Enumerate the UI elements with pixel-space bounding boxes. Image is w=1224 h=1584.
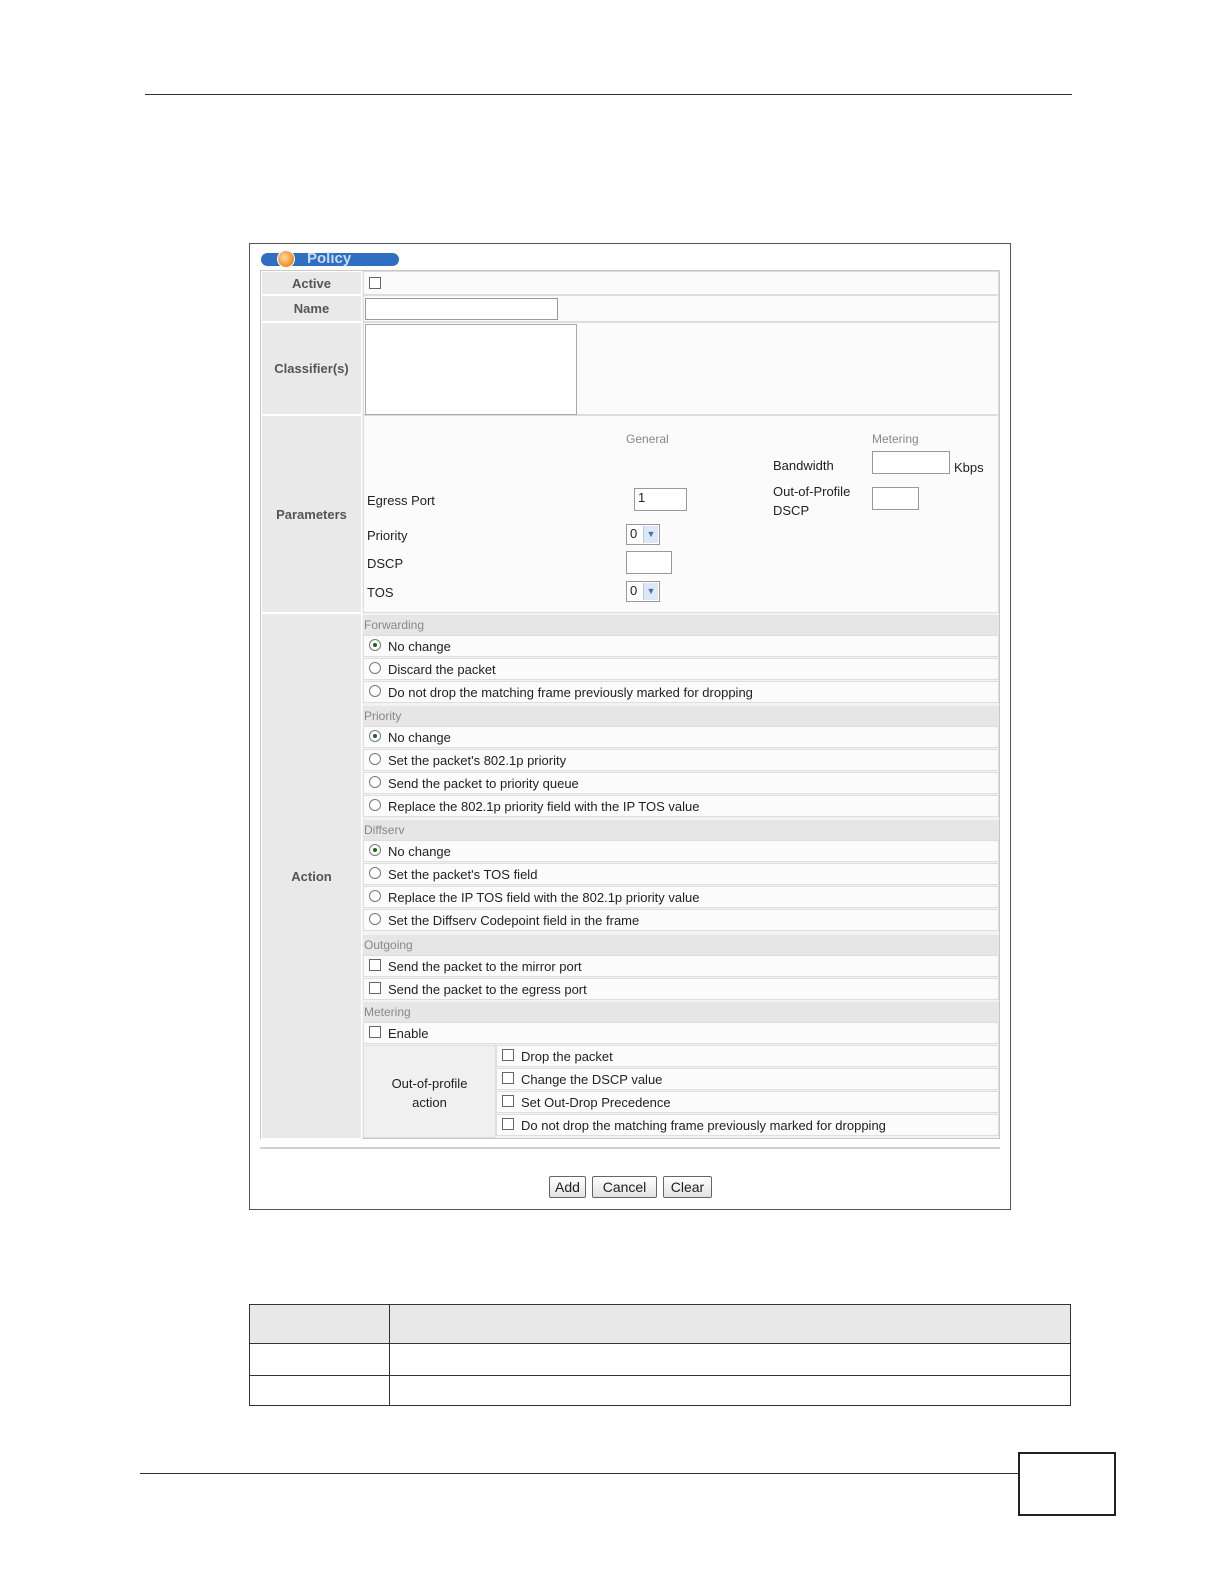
out-of-profile-dscp-label-2: DSCP	[773, 503, 810, 518]
table-row-divider	[250, 1375, 1070, 1376]
add-button[interactable]: Add	[549, 1176, 586, 1198]
radio-button[interactable]	[369, 913, 381, 925]
option-label: Send the packet to priority queue	[388, 776, 579, 791]
chevron-down-icon: ▼	[643, 526, 658, 543]
table-header-row	[250, 1305, 1070, 1344]
tos-select-value: 0	[630, 583, 638, 598]
metering-header: Metering	[872, 432, 919, 446]
diffserv-option[interactable]	[363, 909, 999, 931]
checkbox[interactable]	[369, 1026, 381, 1038]
option-label: Send the packet to the mirror port	[388, 959, 582, 974]
option-label: No change	[388, 844, 451, 859]
priority-select[interactable]	[626, 524, 660, 545]
panel-title-bar	[261, 250, 399, 267]
checkbox[interactable]	[502, 1095, 514, 1107]
egress-port-label: Egress Port	[367, 493, 435, 508]
diffserv-option[interactable]	[363, 886, 999, 908]
out-of-profile-dscp-label-1: Out-of-Profile	[773, 484, 851, 499]
radio-button[interactable]	[369, 685, 381, 697]
option-label: No change	[388, 639, 451, 654]
out-of-profile-option[interactable]	[496, 1091, 999, 1113]
forwarding-option[interactable]	[363, 681, 999, 703]
out-of-profile-action-label-cell	[363, 1045, 496, 1138]
diffserv-section-header: Diffserv	[363, 820, 999, 840]
bandwidth-unit: Kbps	[954, 460, 984, 475]
dscp-label: DSCP	[367, 556, 404, 571]
policy-screenshot	[249, 243, 1011, 1210]
page-number-box	[1018, 1452, 1116, 1516]
metering-section-header: Metering	[363, 1002, 999, 1022]
radio-button[interactable]	[369, 844, 381, 856]
radio-button[interactable]	[369, 867, 381, 879]
forwarding-option[interactable]	[363, 635, 999, 657]
option-label: Set the Diffserv Codepoint field in the frame	[388, 913, 640, 928]
description-table	[249, 1304, 1071, 1406]
option-label: Drop the packet	[521, 1049, 613, 1064]
table-column-divider	[389, 1305, 390, 1405]
classifiers-listbox[interactable]	[365, 324, 577, 415]
radio-button[interactable]	[369, 799, 381, 811]
policy-form	[260, 270, 1000, 1139]
priority-option[interactable]	[363, 795, 999, 817]
option-label: Set the packet's TOS field	[388, 867, 538, 882]
policy-icon	[277, 250, 295, 268]
checkbox[interactable]	[502, 1072, 514, 1084]
radio-button[interactable]	[369, 730, 381, 742]
active-checkbox[interactable]	[369, 277, 381, 289]
radio-button[interactable]	[369, 753, 381, 765]
classifiers-cell	[363, 322, 999, 415]
classifiers-label: Classifier(s)	[261, 322, 362, 415]
out-of-profile-dscp-input[interactable]	[872, 487, 919, 510]
option-label: Replace the 802.1p priority field with the IP TOS value	[388, 799, 700, 814]
tos-label: TOS	[367, 585, 394, 600]
checkbox[interactable]	[502, 1118, 514, 1130]
priority-select-value: 0	[630, 526, 638, 541]
parameters-cell	[363, 415, 999, 613]
panel-title: Policy	[307, 250, 352, 267]
radio-button[interactable]	[369, 776, 381, 788]
name-cell	[363, 295, 999, 322]
form-divider	[260, 1147, 1000, 1149]
dscp-input[interactable]	[626, 551, 672, 574]
bandwidth-label: Bandwidth	[773, 458, 834, 473]
metering-enable-row[interactable]	[363, 1022, 999, 1044]
outgoing-section-header: Outgoing	[363, 935, 999, 955]
radio-button[interactable]	[369, 639, 381, 651]
option-label: Change the DSCP value	[521, 1072, 663, 1087]
outgoing-option[interactable]	[363, 978, 999, 1000]
checkbox[interactable]	[369, 959, 381, 971]
forwarding-section-header: Forwarding	[363, 615, 999, 635]
option-label: Discard the packet	[388, 662, 496, 677]
radio-button[interactable]	[369, 662, 381, 674]
header-rule	[145, 94, 1072, 95]
option-label: Replace the IP TOS field with the 802.1p priority value	[388, 890, 700, 905]
option-label: No change	[388, 730, 451, 745]
out-of-profile-label-1: Out-of-profile	[391, 1076, 468, 1091]
priority-section-header: Priority	[363, 706, 999, 726]
tos-select[interactable]	[626, 581, 660, 602]
out-of-profile-label-2: action	[412, 1095, 447, 1110]
chevron-down-icon: ▼	[643, 583, 658, 600]
option-label: Do not drop the matching frame previously marked for dropping	[521, 1118, 886, 1133]
outgoing-option[interactable]	[363, 955, 999, 977]
diffserv-option[interactable]	[363, 863, 999, 885]
clear-button[interactable]: Clear	[663, 1176, 712, 1198]
option-label: Set the packet's 802.1p priority	[388, 753, 567, 768]
out-of-profile-option[interactable]	[496, 1068, 999, 1090]
checkbox[interactable]	[369, 982, 381, 994]
general-header: General	[626, 432, 669, 446]
egress-port-input[interactable]: 1	[634, 488, 687, 511]
bandwidth-input[interactable]	[872, 451, 950, 474]
active-cell	[363, 271, 999, 295]
radio-button[interactable]	[369, 890, 381, 902]
priority-param-label: Priority	[367, 528, 408, 543]
name-label: Name	[261, 295, 362, 322]
diffserv-option[interactable]	[363, 840, 999, 862]
parameters-label: Parameters	[261, 415, 362, 613]
checkbox[interactable]	[502, 1049, 514, 1061]
cancel-button[interactable]: Cancel	[592, 1176, 657, 1198]
priority-option[interactable]	[363, 772, 999, 794]
out-of-profile-option[interactable]	[496, 1114, 999, 1136]
name-input[interactable]	[365, 298, 558, 320]
option-label: Do not drop the matching frame previously marked for dropping	[388, 685, 753, 700]
forwarding-option[interactable]	[363, 658, 999, 680]
out-of-profile-option[interactable]	[496, 1045, 999, 1067]
option-label: Set Out-Drop Precedence	[521, 1095, 671, 1110]
metering-enable-label: Enable	[388, 1026, 429, 1041]
footer-rule	[140, 1473, 1020, 1474]
priority-option[interactable]	[363, 726, 999, 748]
active-label: Active	[261, 271, 362, 295]
priority-option[interactable]	[363, 749, 999, 771]
action-label: Action	[261, 613, 362, 1139]
option-label: Send the packet to the egress port	[388, 982, 587, 997]
